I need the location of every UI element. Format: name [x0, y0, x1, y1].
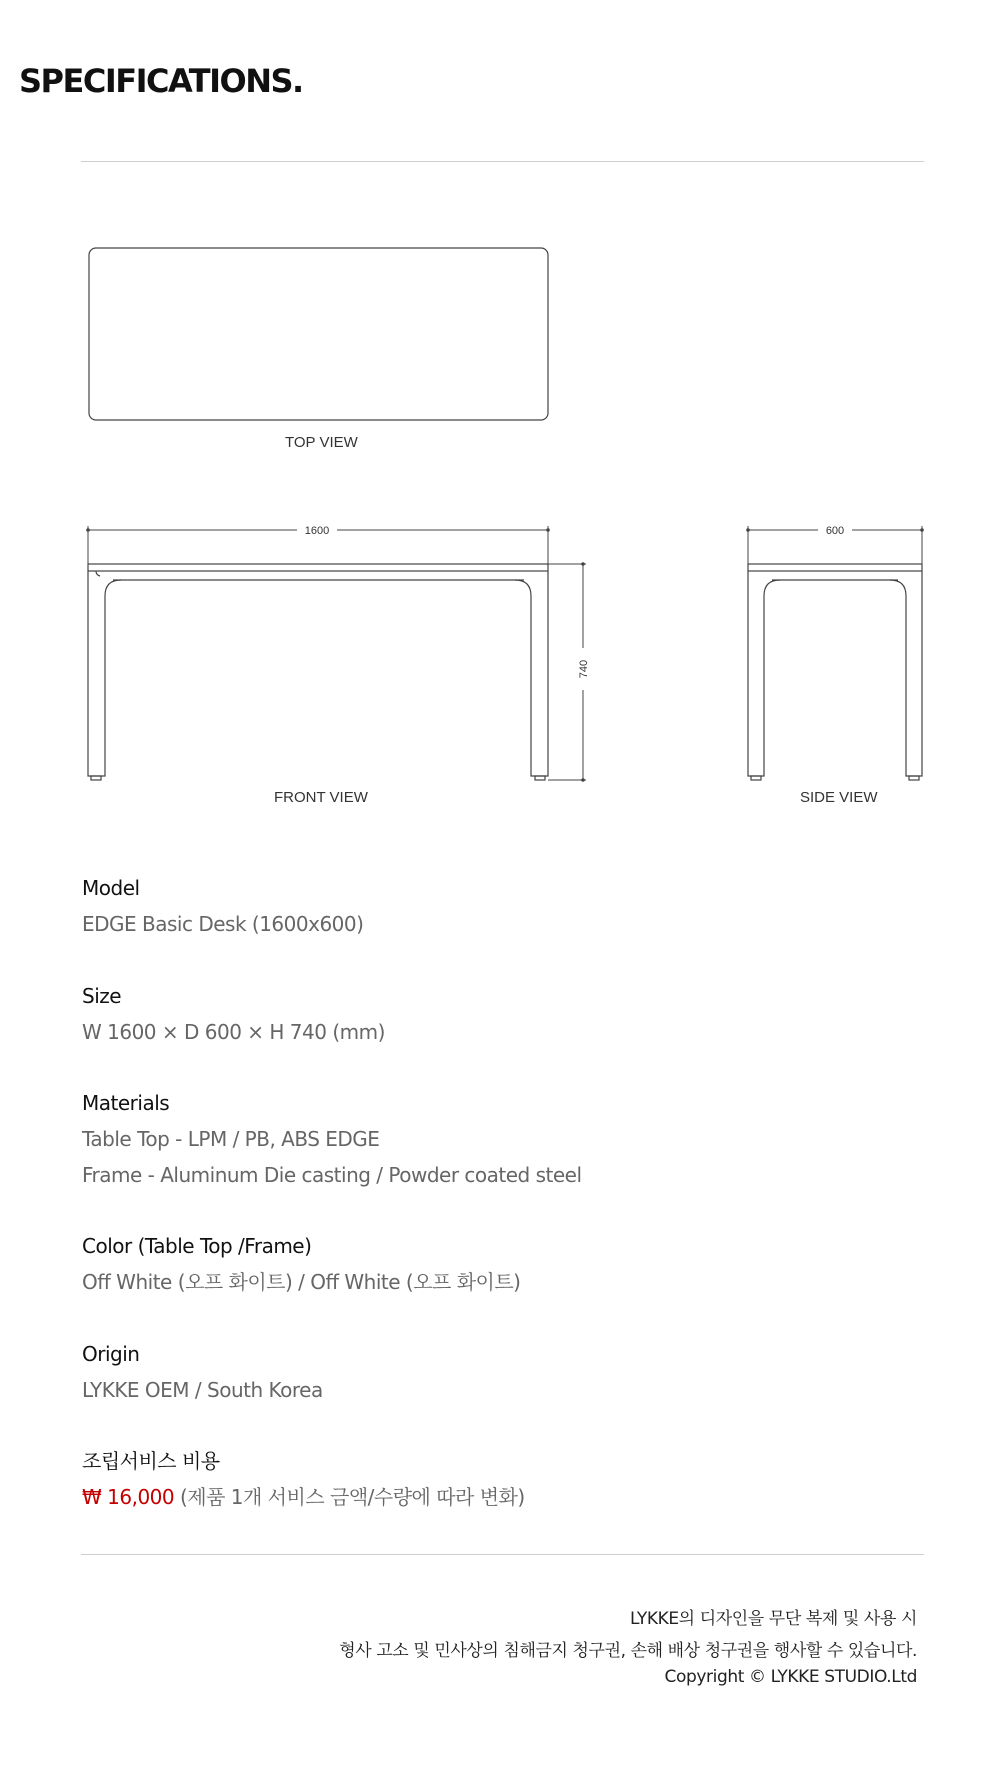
front-view-label: FRONT VIEW: [274, 789, 368, 806]
spec-materials-line2: Frame - Aluminum Die casting / Powder coated steel: [82, 1163, 582, 1187]
front-width-label: 1600: [304, 525, 330, 537]
side-view-label: SIDE VIEW: [800, 789, 878, 806]
spec-materials-label: Materials: [82, 1091, 170, 1115]
spec-assembly: [82, 1449, 525, 1509]
spec-color-label: Color (Table Top /Frame): [82, 1234, 312, 1258]
spec-color-value: Off White (오프 화이트) / Off White (오프 화이트): [82, 1270, 521, 1294]
side-view-desk: [748, 564, 922, 780]
spec-assembly-value: [82, 1485, 525, 1509]
footer-line1: LYKKE의 디자인을 무단 복제 및 사용 시: [630, 1609, 917, 1629]
spec-model-value: EDGE Basic Desk (1600x600): [82, 912, 364, 936]
spec-model-label: Model: [82, 876, 140, 900]
desk-drawings: [0, 0, 1000, 830]
assembly-price: ₩ 16,000: [82, 1485, 175, 1509]
spec-materials: [82, 1091, 582, 1187]
side-depth-label: 600: [825, 525, 845, 537]
spec-size-value: W 1600 × D 600 × H 740 (mm): [82, 1020, 385, 1044]
top-view-outline: [89, 248, 548, 420]
top-view-label: TOP VIEW: [285, 434, 358, 451]
assembly-note: (제품 1개 서비스 금액/수량에 따라 변화): [179, 1485, 525, 1509]
page-title: SPECIFICATIONS.: [19, 62, 303, 100]
front-view-desk: [88, 564, 548, 780]
spec-assembly-label: 조립서비스 비용: [82, 1449, 220, 1473]
front-height-label: 740: [578, 659, 590, 679]
spec-size: [82, 984, 385, 1044]
spec-origin-value: LYKKE OEM / South Korea: [82, 1378, 323, 1402]
spec-origin-label: Origin: [82, 1342, 140, 1366]
spec-origin: [82, 1342, 323, 1402]
spec-color: [82, 1234, 520, 1294]
footer-line2: 형사 고소 및 민사상의 침해금지 청구권, 손해 배상 청구권을 행사할 수 있습니다.: [339, 1641, 917, 1661]
spec-model: [82, 876, 363, 936]
divider-bottom: [81, 1554, 924, 1555]
footer-copyright: Copyright © LYKKE STUDIO.Ltd: [664, 1667, 917, 1687]
spec-materials-line1: Table Top - LPM / PB, ABS EDGE: [82, 1127, 380, 1151]
spec-size-label: Size: [82, 984, 122, 1008]
